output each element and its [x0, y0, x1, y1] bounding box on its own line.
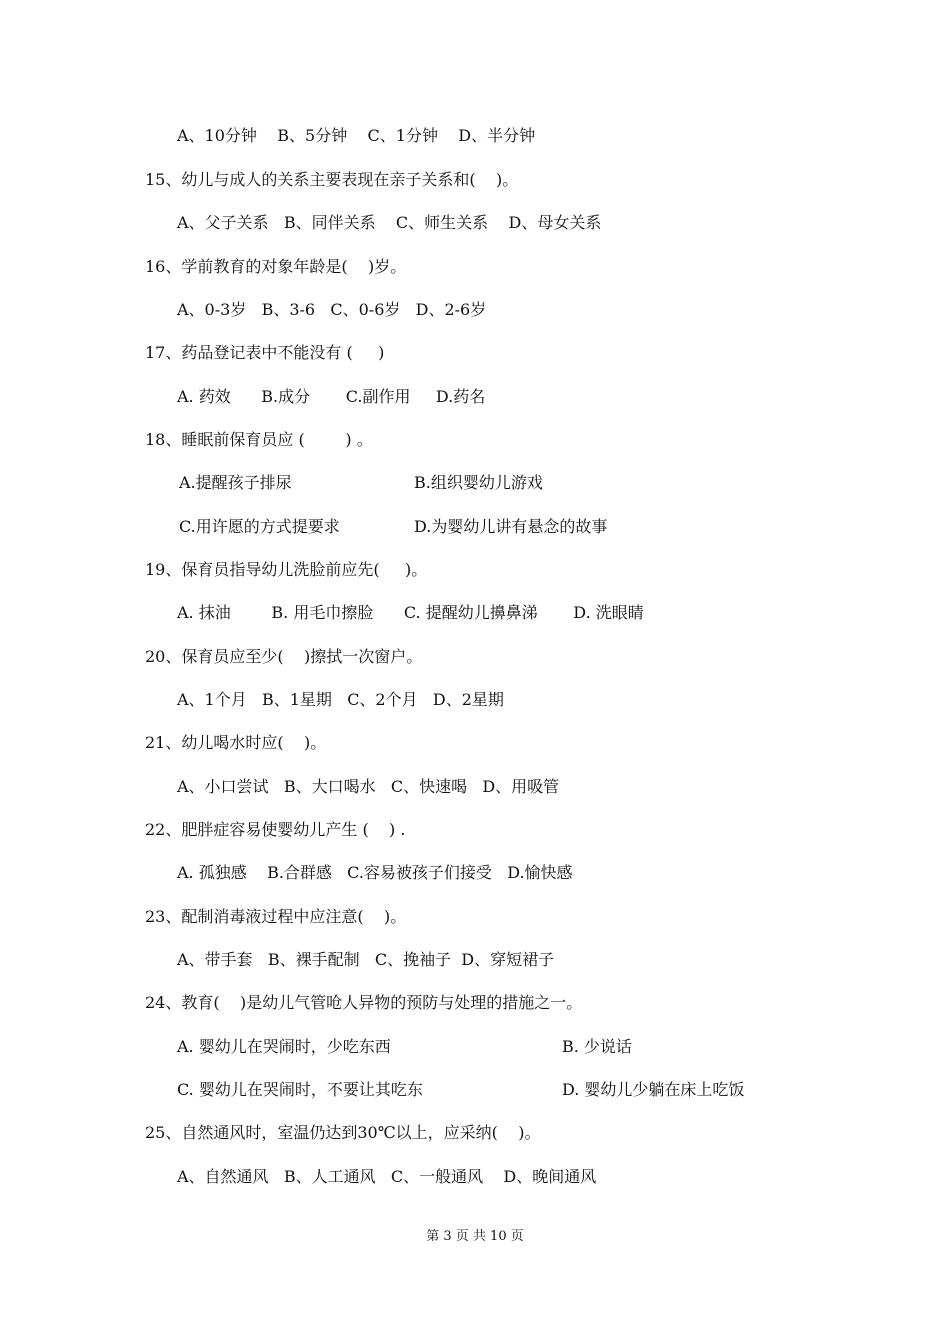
q21-options: A、小口尝试 B、大口喝水 C、快速喝 D、用吸管	[177, 777, 560, 796]
q24-option-a: A. 婴幼儿在哭闹时，少吃东西	[177, 1037, 391, 1056]
q24-question: 24、教育( )是幼儿气管呛人异物的预防与处理的措施之一。	[145, 993, 583, 1012]
q25-question: 25、自然通风时，室温仍达到30℃以上，应采纳( )。	[145, 1123, 541, 1142]
q16-options: A、0-3岁 B、3-6 C、0-6岁 D、2-6岁	[177, 300, 487, 319]
q25-options: A、自然通风 B、人工通风 C、一般通风 D、晚间通风	[177, 1167, 597, 1186]
q18-option-b: B.组织婴幼儿游戏	[414, 473, 543, 492]
q20-options: A、1个月 B、1星期 C、2个月 D、2星期	[177, 690, 504, 709]
q22-question: 22、肥胖症容易使婴幼儿产生 ( ) .	[145, 820, 406, 839]
q15-question: 15、幼儿与成人的关系主要表现在亲子关系和( )。	[145, 170, 519, 189]
q23-options: A、带手套 B、裸手配制 C、挽袖子 D、穿短裙子	[177, 950, 555, 969]
q18-option-d: D.为婴幼儿讲有悬念的故事	[414, 517, 608, 536]
q20-question: 20、保育员应至少( )擦拭一次窗户。	[145, 647, 423, 666]
q19-question: 19、保育员指导幼儿洗脸前应先( )。	[145, 560, 428, 579]
q21-question: 21、幼儿喝水时应( )。	[145, 733, 327, 752]
page-footer: 第 3 页 共 10 页	[426, 1229, 524, 1244]
q22-options: A. 孤独感 B.合群感 C.容易被孩子们接受 D.愉快感	[177, 863, 573, 882]
q15-options: A、父子关系 B、同伴关系 C、师生关系 D、母女关系	[177, 213, 602, 232]
q23-question: 23、配制消毒液过程中应注意( )。	[145, 907, 407, 926]
q24-option-c: C. 婴幼儿在哭闹时，不要让其吃东	[177, 1080, 423, 1099]
q14-options: A、10分钟 B、5分钟 C、1分钟 D、半分钟	[177, 126, 536, 145]
q17-options: A. 药效 B.成分 C.副作用 D.药名	[177, 387, 486, 406]
q17-question: 17、药品登记表中不能没有 ( )	[145, 343, 385, 362]
q16-question: 16、学前教育的对象年龄是( )岁。	[145, 257, 407, 276]
q18-option-a: A.提醒孩子排尿	[179, 473, 292, 492]
q24-option-b: B. 少说话	[562, 1037, 632, 1056]
q18-question: 18、睡眠前保育员应 ( ) 。	[145, 430, 373, 449]
q24-option-d: D. 婴幼儿少躺在床上吃饭	[562, 1080, 745, 1099]
q19-options: A. 抹油 B. 用毛巾擦脸 C. 提醒幼儿擤鼻涕 D. 洗眼睛	[177, 603, 644, 622]
q18-option-c: C.用许愿的方式提要求	[179, 517, 340, 536]
